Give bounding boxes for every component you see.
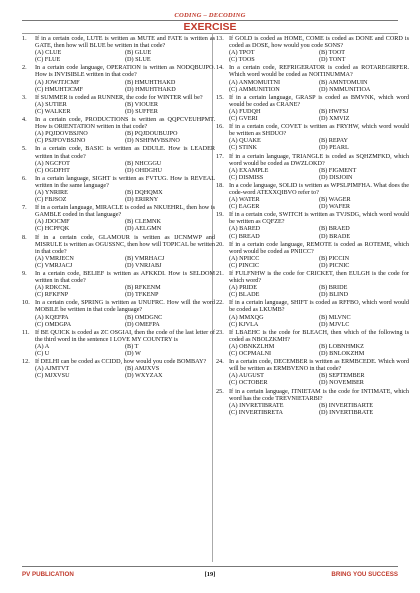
answer-option: (C) INVERTIBRETA — [229, 408, 283, 416]
answer-options — [35, 160, 215, 174]
question-text: In a certain code, REFRIGERATOR is coded as ROTAREGIRFER. Which word would be coded as NOITINUMMA? — [229, 64, 409, 79]
answer-options — [229, 255, 409, 269]
answer-options — [229, 137, 409, 151]
question-item — [216, 299, 409, 327]
answer-option: (C) MJXVSU — [35, 372, 70, 380]
answer-option: (A) ANMOMUITNI — [229, 78, 281, 86]
answer-option: (C) OCPMALNI — [229, 350, 272, 358]
answer-option: (B) MLVNC — [319, 313, 351, 321]
question-text: If BE QUICK is coded as ZC OSGIAI, then the code of the last letter of the third word in the sentence I LOVE MY COUNTRY is — [35, 328, 215, 343]
answer-option: (B) SEPTEMBER — [319, 372, 365, 380]
answer-option: (D) OHDGHU — [125, 166, 162, 174]
answer-option: (A) NPIICC — [229, 254, 260, 262]
answer-option: (D) INVERTIBRATE — [319, 408, 374, 416]
question-text: If in a certain language, ITNIETAM is the code for INTIMATE, which word has the code TREVNIETARBI? — [229, 387, 409, 402]
answer-options — [229, 402, 409, 416]
question-number: 4. — [22, 116, 27, 124]
answer-option: (D) OMEFPA — [125, 320, 160, 328]
answer-option: (C) U — [35, 350, 50, 358]
answer-option: (A) VMRJECN — [35, 254, 74, 262]
answer-option: (A) OBNKZLHM — [229, 342, 275, 350]
question-item — [22, 234, 215, 269]
question-item — [22, 64, 215, 92]
question-text: If in a certain language, SHIFT is coded as RFFBO, which word would be coded as LKUMB? — [229, 299, 409, 314]
answer-options — [229, 314, 409, 328]
answer-option: (C) WALKER — [35, 107, 71, 115]
answer-option: (B) LOBNHMKZ — [319, 342, 364, 350]
answer-option: (B) INVERTIBARTE — [319, 401, 374, 409]
answer-option: (B) AMJXVS — [125, 365, 160, 373]
answer-option: (B) REPAY — [319, 137, 348, 145]
answer-options — [229, 49, 409, 63]
question-number: 1. — [22, 35, 27, 42]
answer-option: (D) BRADE — [319, 232, 351, 240]
answer-option: (D) TONT — [319, 56, 346, 64]
answer-options — [35, 365, 215, 379]
answer-options — [229, 196, 409, 210]
question-item — [216, 211, 409, 239]
question-number: 25. — [216, 387, 224, 395]
question-text: In a certain code, BELIEF is written as AFKKDI. How is SELDOM written in that code? — [35, 270, 215, 285]
answer-option: (D) NMMUNITIOA — [319, 85, 371, 93]
question-number: 7. — [22, 204, 27, 212]
question-text: If FULFNHW is the code for CRICKET, then EULGH is the code for which word? — [229, 270, 409, 285]
answer-option: (C) PSJFOVBSJNO — [35, 137, 86, 145]
question-text: In a certain language, SIGHT is written as FVTUG. How is REVEAL written in the same language? — [35, 174, 215, 189]
question-number: 15. — [216, 93, 224, 101]
page-footer — [0, 566, 420, 593]
answer-option: (D) VNRJABJ — [125, 261, 162, 269]
question-number: 16. — [216, 123, 224, 131]
answer-option: (C) DISMISS — [229, 173, 264, 181]
section-title: EXERCISE — [183, 21, 237, 33]
answer-option: (B) HWFSJ — [319, 107, 349, 115]
question-item — [216, 270, 409, 298]
question-number: 22. — [216, 299, 224, 307]
question-text: If in a certain language, TRIANGLE is coded as SQHZMFKD, which word would be coded as DWZLOKD? — [229, 152, 409, 167]
question-number: 19. — [216, 211, 224, 219]
question-number: 6. — [22, 174, 27, 182]
answer-options — [229, 343, 409, 357]
answer-option: (B) DQHQMX — [125, 188, 163, 196]
question-number: 17. — [216, 152, 224, 160]
answer-option: (D) WAFER — [319, 203, 350, 211]
question-number: 10. — [22, 299, 30, 307]
answer-option: (D) NOVEMBER — [319, 379, 364, 387]
answer-option: (D) AELGMN — [125, 225, 162, 233]
question-number: 13. — [216, 35, 224, 42]
question-item — [216, 64, 409, 92]
question-number: 12. — [22, 358, 30, 366]
question-item — [216, 94, 409, 122]
answer-option: (A) AJMTVT — [35, 365, 70, 373]
answer-option: (D) BLIND — [319, 291, 349, 299]
answer-option: (A) INVRETIBRATE — [229, 401, 284, 409]
page-header — [0, 0, 420, 40]
answer-options — [35, 284, 215, 298]
question-number: 21. — [216, 270, 224, 277]
question-item — [216, 123, 409, 151]
title-divider — [22, 33, 398, 34]
answer-option: (C) OGDFHT — [35, 166, 70, 174]
answer-option: (C) FLUE — [35, 56, 61, 64]
answer-options — [229, 79, 409, 93]
question-text: In a certain code, DECEMBER is written as ERMBCEDE. Which word will be written as ERMBVENO in that code? — [229, 358, 409, 373]
answer-option: (C) OMDGPA — [35, 320, 72, 328]
answer-option: (D) HMUHTHAKD — [125, 85, 176, 93]
question-text: In a code language, SOLID is written as WPSLPIMFHA. What does the code-word ATEXXQIBVO refer to? — [229, 181, 409, 196]
answer-option: (C) BLADE — [229, 291, 260, 299]
question-number: 23. — [216, 328, 224, 336]
publisher-name: PV PUBLICATION — [22, 571, 74, 578]
answer-option: (A) SUTIER — [35, 100, 67, 108]
question-text: If in a certain code, GLAMOUR is written as IJCNMWP and MISRULE is written as OGUSSNC, then how will TOPICAL be written in that code? — [35, 233, 215, 255]
answer-option: (D) SUFFER — [125, 107, 158, 115]
answer-option: (A) WATER — [229, 196, 260, 204]
answer-option: (B) OMDGNC — [125, 313, 163, 321]
question-text: If in a certain code, LUTE is written as MUTE and FATE is written as GATE, then how will BLUE be written in that code? — [35, 35, 215, 50]
answer-option: (D) DISJOIN — [319, 173, 353, 181]
question-item — [216, 358, 409, 386]
question-item — [22, 175, 215, 203]
question-text: In a certain code, PRODUCTIONS is written as QQPCVEUHPMT. How is ORIENTATION written in that code? — [35, 116, 215, 131]
answer-option: (A) KQEFPA — [35, 313, 69, 321]
question-item — [22, 329, 215, 357]
answer-option: (C) HMUHTJCMF — [35, 85, 83, 93]
question-text: If in a certain language, MIRACLE is coded as NKUEHRL, then how is GAMBLE coded in that language? — [35, 204, 215, 219]
answer-option: (B) WAGER — [319, 196, 351, 204]
left-column — [22, 35, 215, 380]
answer-option: (B) T — [125, 342, 139, 350]
answer-option: (A) TPOT — [229, 49, 255, 57]
question-number: 20. — [216, 240, 224, 248]
question-text: In a certain code, BASIC is written as DDULE. How is LEADER written in that code? — [35, 145, 215, 160]
answer-option: (B) CLEMNK — [125, 218, 161, 226]
question-item — [216, 153, 409, 181]
question-item — [216, 35, 409, 63]
answer-option: (B) PQJDOUBUJPO — [125, 130, 178, 138]
answer-option: (C) FBJSOZ — [35, 196, 67, 204]
answer-options — [35, 189, 215, 203]
answer-option: (C) HCPFQK — [35, 225, 70, 233]
answer-option: (B) HMUHTHAKD — [125, 78, 176, 86]
answer-options — [35, 101, 215, 115]
answer-option: (A) CLUE — [35, 49, 62, 57]
answer-option: (C) TOOS — [229, 56, 255, 64]
answer-option: (B) PICCIN — [319, 254, 350, 262]
answer-options — [35, 79, 215, 93]
answer-option: (A) FUDQH — [229, 107, 261, 115]
question-text: In a certain code, SPRING is written as UNUFRC. How will the word MOBILE be written in that code language? — [35, 299, 215, 314]
question-number: 2. — [22, 64, 27, 72]
answer-option: (D) WXYZAX — [125, 372, 163, 380]
answer-option: (B) BRAED — [319, 225, 350, 233]
answer-options — [35, 130, 215, 144]
question-number: 18. — [216, 181, 224, 189]
answer-options — [35, 49, 215, 63]
question-item — [22, 204, 215, 232]
answer-option: (C) AMMUNITION — [229, 85, 280, 93]
answer-option: (D) SLUE — [125, 56, 151, 64]
answer-option: (A) PRIDE — [229, 284, 258, 292]
question-item — [22, 35, 215, 63]
answer-option: (D) PEARL — [319, 144, 349, 152]
question-item — [22, 299, 215, 327]
question-text: If GOLD is coded as HOME, COME is coded as DONE and CORD is coded as DOSE, how would you code SONS? — [229, 35, 409, 50]
question-number: 9. — [22, 270, 27, 277]
answer-option: (C) BREAD — [229, 232, 260, 240]
question-item — [22, 145, 215, 173]
answer-option: (C) EAGER — [229, 203, 260, 211]
question-text: If LBAEHC is the code for BLEACH, then which of the following is coded as NBOLZKMH? — [229, 328, 409, 343]
answer-option: (A) RDKCNL — [35, 284, 71, 292]
question-number: 24. — [216, 358, 224, 366]
answer-option: (B) RFKENM — [125, 284, 161, 292]
question-item — [216, 241, 409, 269]
question-number: 8. — [22, 233, 27, 241]
answer-option: (A) PQJDOVBSJNO — [35, 130, 88, 138]
page-number: [19] — [204, 571, 216, 578]
question-text: If in a certain code language, REMOTE is coded as ROTEME, which word would be coded as PNIICC? — [229, 240, 409, 255]
answer-option: (B) VIOUER — [125, 100, 159, 108]
answer-option: (D) NSHFMVBSJNO — [125, 137, 180, 145]
answer-option: (B) TOOT — [319, 49, 346, 57]
answer-options — [229, 284, 409, 298]
question-item — [22, 94, 215, 115]
chapter-topic: CODING – DECODING — [174, 12, 246, 19]
answer-option: (A) QUAKE — [229, 137, 261, 145]
answer-option: (A) A — [35, 342, 50, 350]
footer-divider — [22, 566, 398, 567]
answer-options — [229, 167, 409, 181]
answer-option: (A) NGCFOT — [35, 159, 70, 167]
question-text: If in a certain language, GRASP is coded as BMVNK, which word would be coded as CRANE? — [229, 93, 409, 108]
answer-options — [229, 225, 409, 239]
question-text: If DELHI can be coded as CCIDD, how would you code BOMBAY? — [35, 358, 207, 366]
question-item — [22, 358, 215, 379]
answer-option: (A) YNRIRE — [35, 188, 68, 196]
question-item — [22, 270, 215, 298]
answer-options — [35, 343, 215, 357]
answer-option: (D) ERIRNY — [125, 196, 159, 204]
answer-option: (C) STINK — [229, 144, 258, 152]
answer-option: (C) RFKFNP — [35, 291, 69, 299]
question-number: 11. — [22, 328, 30, 336]
question-number: 14. — [216, 64, 224, 72]
answer-option: (D) BNLOKZHM — [319, 350, 365, 358]
answer-option: (C) GVERI — [229, 115, 258, 123]
question-item — [216, 182, 409, 210]
tagline: BRING YOU SUCCESS — [331, 571, 398, 578]
answer-option: (A) MMXQG — [229, 313, 264, 321]
answer-option: (A) JOWJTJCMF — [35, 78, 80, 86]
question-text: If in a certain code, SWITCH is written as TVJSDG, which word would be written as CQFZE? — [229, 211, 409, 226]
answer-options — [229, 108, 409, 122]
right-column — [216, 35, 409, 417]
answer-option: (C) OCTOBER — [229, 379, 268, 387]
question-number: 5. — [22, 145, 27, 153]
answer-option: (C) VMRJACJ — [35, 261, 73, 269]
answer-option: (A) BARED — [229, 225, 261, 233]
answer-option: (B) VMRHACJ — [125, 254, 165, 262]
answer-options — [35, 218, 215, 232]
answer-option: (C) KJVLA — [229, 320, 259, 328]
question-item — [216, 388, 409, 416]
answer-options — [35, 314, 215, 328]
question-item — [22, 116, 215, 144]
answer-option: (D) MJVLC — [319, 320, 350, 328]
answer-option: (D) PICNIC — [319, 261, 350, 269]
question-number: 3. — [22, 93, 27, 101]
answer-option: (D) XMVIZ — [319, 115, 350, 123]
question-text: In a certain code language, OPERATION is written as NODQBUJPO. How is INVISIBLE written in that code? — [35, 64, 215, 79]
answer-option: (D) TFKENP — [125, 291, 159, 299]
answer-option: (B) NHCGGU — [125, 159, 162, 167]
question-text: If in a certain code, COVET is written as FRYHW, which word would be written as SHDUO? — [229, 123, 409, 138]
answer-option: (C) PINCIC — [229, 261, 260, 269]
answer-option: (A) AUGUST — [229, 372, 264, 380]
answer-options — [35, 255, 215, 269]
answer-option: (A) EXAMPLE — [229, 166, 269, 174]
answer-option: (B) AMNTOMUIN — [319, 78, 368, 86]
answer-option: (B) GLUE — [125, 49, 152, 57]
answer-option: (D) W — [125, 350, 141, 358]
answer-option: (B) BRIDE — [319, 284, 348, 292]
question-item — [216, 329, 409, 357]
answer-options — [229, 372, 409, 386]
question-text: If SUMMER is coded as RUNNER, the code for WINTER will be? — [35, 93, 203, 101]
answer-option: (A) JDOCMF — [35, 218, 70, 226]
answer-option: (B) FIGMENT — [319, 166, 357, 174]
